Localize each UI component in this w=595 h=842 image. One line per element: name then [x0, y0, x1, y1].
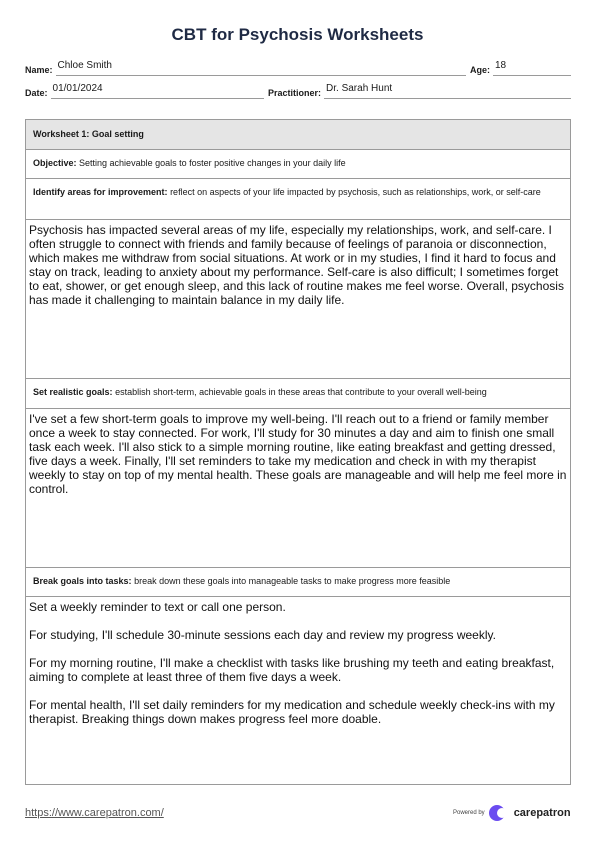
improvement-text: reflect on aspects of your life impacted by psychosis, such as relationships, work, or self-care — [170, 187, 541, 197]
brand-badge[interactable] — [453, 804, 571, 822]
improvement-instruction-row — [26, 179, 570, 220]
objective-label: Objective: — [33, 158, 77, 168]
age-field — [470, 60, 571, 76]
date-value[interactable]: 01/01/2024 — [51, 83, 264, 99]
date-field — [25, 83, 264, 99]
tasks-label: Break goals into tasks: — [33, 576, 132, 586]
date-label: Date: — [25, 88, 48, 98]
task-paragraph: For mental health, I'll set daily reminders for my medication and schedule weekly check-ins with my therapist. Breaking things down makes progress feel more doable. — [29, 698, 555, 726]
task-paragraph: For studying, I'll schedule 30-minute sessions each day and review my progress weekly. — [29, 628, 496, 642]
brand-name: carepatron — [513, 807, 571, 819]
powered-by-text: Powered by — [453, 810, 485, 816]
tasks-text: break down these goals into manageable tasks to make progress more feasible — [134, 576, 451, 586]
practitioner-label: Practitioner: — [268, 88, 322, 98]
practitioner-value[interactable]: Dr. Sarah Hunt — [324, 83, 571, 99]
improvement-label: Identify areas for improvement: — [33, 187, 168, 197]
tasks-instruction-row — [26, 568, 570, 597]
task-paragraph: For my morning routine, I'll make a checklist with tasks like brushing my teeth and eating breakfast, aiming to complete at least three of them five days a week. — [29, 656, 555, 684]
objective-row — [26, 150, 570, 179]
worksheet-table — [25, 119, 571, 785]
page-title: CBT for Psychosis Worksheets — [171, 25, 424, 44]
improvement-response[interactable]: Psychosis has impacted several areas of my life, especially my relationships, work, and self-care. I often struggle to connect with friends and family because of feelings of paranoia or disconnection, which makes me withdraw from social situations. At work or in my studies, I find it hard to focus and stay on track, leading to anxiety about my performance. Self-care is also difficult; I sometimes forget to eat, shower, or get enough sleep, and this lack of routine makes me feel worse. Overall, psychosis has made it challenging to maintain balance in my daily life. — [26, 220, 570, 379]
practitioner-field — [268, 83, 571, 99]
tasks-response[interactable] — [26, 597, 570, 784]
name-field — [25, 60, 466, 76]
goals-response[interactable]: I've set a few short-term goals to improve my well-being. I'll reach out to a friend or family member once a week to stay connected. For work, I'll study for 30 minutes a day and aim to finish one small task each week. I'll also stick to a simple morning routine, like eating breakfast and getting dressed, five days a week. Finally, I'll set reminders to take my medication and check in with my therapist weekly to stay on top of my mental health. These goals are manageable and will help me feel more in control. — [26, 409, 570, 568]
task-paragraph: Set a weekly reminder to text or call one person. — [29, 600, 286, 614]
worksheet-header: Worksheet 1: Goal setting — [26, 120, 570, 150]
carepatron-logo-icon — [489, 804, 511, 822]
goals-text: establish short-term, achievable goals in these areas that contribute to your overall well-being — [115, 387, 487, 397]
goals-instruction-row — [26, 379, 570, 409]
name-label: Name: — [25, 65, 53, 75]
name-value[interactable]: Chloe Smith — [56, 60, 466, 76]
objective-text: Setting achievable goals to foster positive changes in your daily life — [79, 158, 346, 168]
age-label: Age: — [470, 65, 490, 75]
age-value[interactable]: 18 — [493, 60, 571, 76]
goals-label: Set realistic goals: — [33, 387, 113, 397]
footer-link[interactable]: https://www.carepatron.com/ — [25, 807, 164, 819]
